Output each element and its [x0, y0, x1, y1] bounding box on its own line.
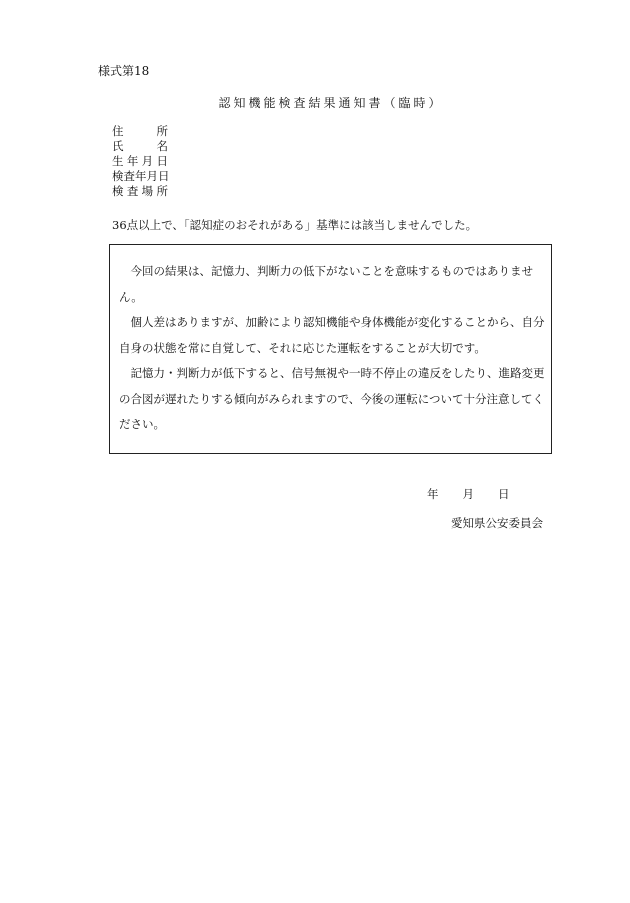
field-row-exam-location	[112, 184, 168, 199]
field-label-exam-location: 検査場所	[112, 184, 168, 198]
field-label-birthdate: 生年月日	[112, 154, 168, 168]
notice-body	[119, 259, 547, 438]
notice-paragraph: 個人差はありますが、加齢により認知機能や身体機能が変化することから、自分自身の状態を常に自覚して、それに応じた運転をすることが大切です。	[119, 315, 545, 355]
date-day-label: 日	[498, 487, 510, 501]
result-statement: 36点以上で、「認知症のおそれがある」基準には該当しませんでした。	[112, 218, 478, 232]
date-year-label: 年	[427, 487, 439, 501]
field-label-address: 住所	[112, 124, 168, 138]
field-row-address	[112, 124, 168, 139]
form-number: 様式第18	[98, 64, 150, 78]
notice-paragraph: 今回の結果は、記憶力、判断力の低下がないことを意味するものではありません。	[119, 264, 533, 304]
field-label-name: 氏名	[112, 139, 168, 153]
document-title: 認知機能検査結果通知書（臨時）	[218, 96, 444, 110]
field-label-exam-date: 検査年月日	[112, 169, 170, 183]
personal-info-fields	[112, 124, 168, 199]
field-row-birthdate	[112, 154, 168, 169]
issuer-name: 愛知県公安委員会	[451, 516, 543, 530]
issue-date	[427, 486, 510, 502]
field-row-name	[112, 139, 168, 154]
notice-box	[109, 244, 552, 454]
field-row-exam-date	[112, 169, 168, 184]
notice-paragraph: 記憶力・判断力が低下すると、信号無視や一時不停止の違反をしたり、進路変更の合図が遅れたりする傾向がみられますので、今後の運転について十分注意してください。	[119, 366, 545, 431]
date-month-label: 月	[462, 487, 474, 501]
